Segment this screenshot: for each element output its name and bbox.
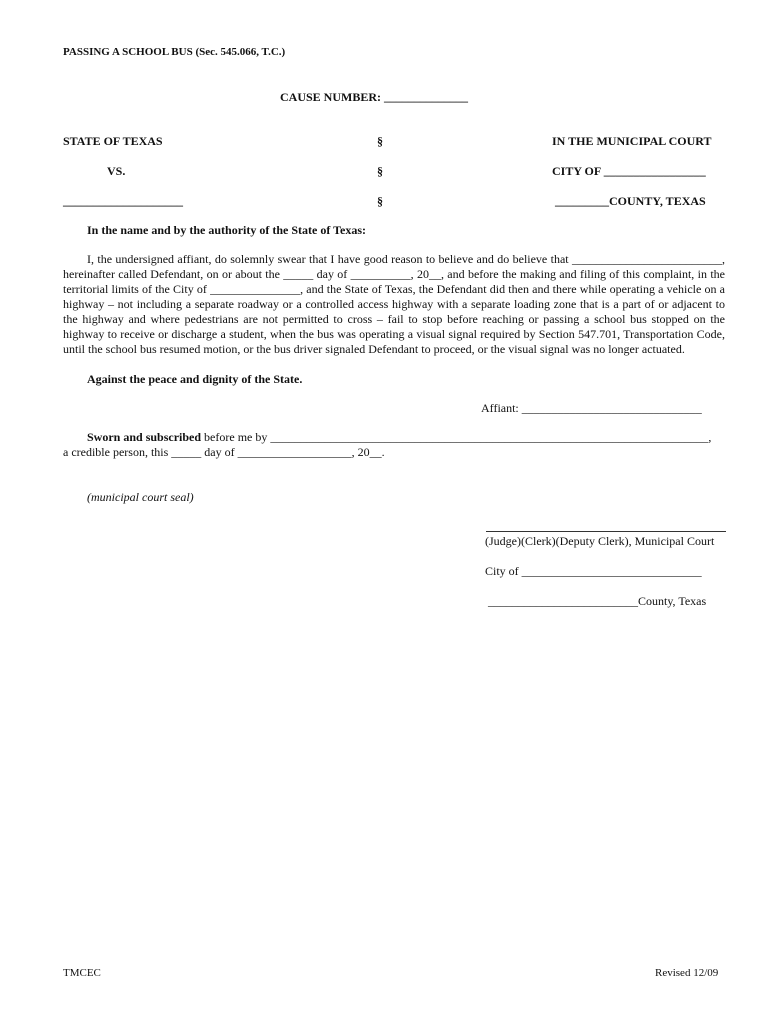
signer-title: (Judge)(Clerk)(Deputy Clerk), Municipal Court: [485, 534, 715, 548]
sworn-line-2: a credible person, this _____ day of ___________________, 20__.: [63, 445, 385, 459]
signature-line: [486, 531, 726, 532]
footer-revision: Revised 12/09: [655, 967, 719, 979]
section-symbol: §: [377, 134, 383, 148]
section-symbol: §: [377, 164, 383, 178]
caption-state: STATE OF TEXAS: [63, 134, 163, 148]
complaint-paragraph: [63, 252, 725, 357]
cause-number: CAUSE NUMBER: ______________: [280, 90, 469, 104]
signer-city: City of ______________________________: [485, 564, 702, 578]
caption-court: IN THE MUNICIPAL COURT: [552, 134, 712, 148]
sworn-bold: Sworn and subscribed: [87, 430, 202, 444]
seal-placeholder: (municipal court seal): [87, 490, 194, 504]
authority-statement: In the name and by the authority of the State of Texas:: [87, 223, 367, 237]
caption-defendant-blank: ____________________: [63, 194, 183, 208]
footer-org: TMCEC: [63, 967, 101, 979]
complaint-text: I, the undersigned affiant, do solemnly swear that I have good reason to believe and do believe that _________________________, hereinafter called Defendant, on or about the _____ day of __________, 20__, and before the making and filing of this complaint, in the territorial limits of the City of _______________, and the State of Texas, the Defendant did then and there while operating a vehicle on a highway – not including a separate roadway or a controlled access highway with a separate loading zone that is a part of or adjacent to the highway and where pedestrians are not permitted to cross – fail to stop before reaching or passing a school bus stopped on the highway to receive or discharge a student, when the bus was operating a visual signal required by Section 547.701, Transportation Code, until the school bus resumed motion, or the bus driver signaled Defendant to proceed, or the visual signal was no longer actuated.: [63, 252, 725, 356]
signer-county: _________________________County, Texas: [488, 594, 707, 608]
against-statement: Against the peace and dignity of the State.: [87, 372, 303, 386]
form-title: PASSING A SCHOOL BUS (Sec. 545.066, T.C.): [63, 46, 286, 58]
section-symbol: §: [377, 194, 383, 208]
caption-city: CITY OF _________________: [552, 164, 706, 178]
caption-vs: VS.: [107, 164, 126, 178]
caption-county: _________COUNTY, TEXAS: [555, 194, 706, 208]
sworn-rest: before me by _________________________________________________________________________,: [201, 430, 712, 444]
sworn-line: [87, 430, 711, 445]
affiant-line: Affiant: ______________________________: [481, 401, 702, 415]
